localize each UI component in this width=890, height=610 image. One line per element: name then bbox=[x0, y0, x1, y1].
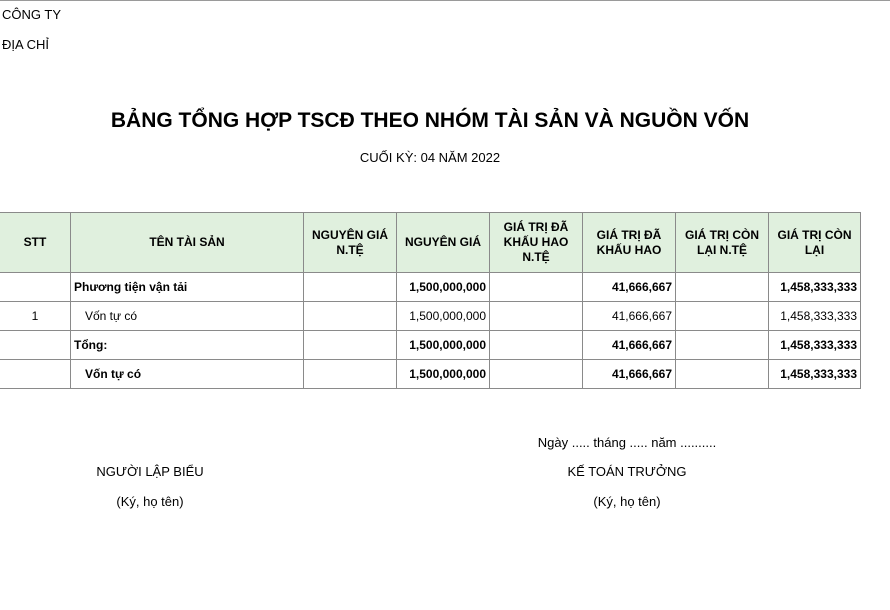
cell-asset-name: Vốn tự có bbox=[71, 302, 304, 331]
signature-date-line: Ngày ..... tháng ..... năm .......... bbox=[537, 435, 717, 450]
cell-stt: 1 bbox=[0, 302, 71, 331]
asset-summary-table bbox=[0, 212, 861, 389]
cell-depreciation: 41,666,667 bbox=[583, 302, 676, 331]
cell-original-cost-fc bbox=[304, 331, 397, 360]
col-header-remaining: GIÁ TRỊ CÒN LẠI bbox=[769, 213, 861, 273]
cell-remaining-fc bbox=[676, 273, 769, 302]
cell-asset-name: Tổng: bbox=[71, 331, 304, 360]
cell-original-cost: 1,500,000,000 bbox=[397, 273, 490, 302]
cell-depreciation-fc bbox=[490, 331, 583, 360]
cell-stt bbox=[0, 360, 71, 389]
cell-asset-name: Vốn tự có bbox=[71, 360, 304, 389]
cell-remaining: 1,458,333,333 bbox=[769, 360, 861, 389]
cell-original-cost-fc bbox=[304, 360, 397, 389]
col-header-depreciation: GIÁ TRỊ ĐÃ KHẤU HAO bbox=[583, 213, 676, 273]
cell-original-cost: 1,500,000,000 bbox=[397, 331, 490, 360]
table-row-total-source bbox=[0, 360, 861, 389]
cell-depreciation: 41,666,667 bbox=[583, 360, 676, 389]
cell-original-cost: 1,500,000,000 bbox=[397, 360, 490, 389]
col-header-original-cost: NGUYÊN GIÁ bbox=[397, 213, 490, 273]
cell-depreciation: 41,666,667 bbox=[583, 273, 676, 302]
table-header-row bbox=[0, 213, 861, 273]
col-header-asset-name: TÊN TÀI SẢN bbox=[71, 213, 304, 273]
cell-original-cost: 1,500,000,000 bbox=[397, 302, 490, 331]
report-title: BẢNG TỔNG HỢP TSCĐ THEO NHÓM TÀI SẢN VÀ NGUỒN VỐN bbox=[110, 109, 750, 132]
chief-accountant-note: (Ký, họ tên) bbox=[593, 494, 661, 509]
chief-accountant-title: KẾ TOÁN TRƯỞNG bbox=[567, 464, 687, 479]
cell-depreciation-fc bbox=[490, 360, 583, 389]
cell-stt bbox=[0, 273, 71, 302]
cell-remaining-fc bbox=[676, 302, 769, 331]
preparer-note: (Ký, họ tên) bbox=[116, 494, 184, 509]
company-label: CÔNG TY bbox=[2, 7, 61, 22]
cell-depreciation: 41,666,667 bbox=[583, 331, 676, 360]
table-row-total bbox=[0, 331, 861, 360]
cell-original-cost-fc bbox=[304, 273, 397, 302]
address-label: ĐỊA CHỈ bbox=[2, 37, 49, 52]
table-row-group bbox=[0, 273, 861, 302]
preparer-title: NGƯỜI LẬP BIỂU bbox=[96, 464, 204, 479]
cell-asset-name: Phương tiện vận tải bbox=[71, 273, 304, 302]
cell-stt bbox=[0, 331, 71, 360]
cell-depreciation-fc bbox=[490, 273, 583, 302]
col-header-remaining-fc: GIÁ TRỊ CÒN LẠI N.TỆ bbox=[676, 213, 769, 273]
cell-remaining: 1,458,333,333 bbox=[769, 302, 861, 331]
col-header-original-cost-fc: NGUYÊN GIÁ N.TỆ bbox=[304, 213, 397, 273]
cell-remaining: 1,458,333,333 bbox=[769, 331, 861, 360]
cell-remaining: 1,458,333,333 bbox=[769, 273, 861, 302]
col-header-stt: STT bbox=[0, 213, 71, 273]
cell-remaining-fc bbox=[676, 331, 769, 360]
cell-remaining-fc bbox=[676, 360, 769, 389]
cell-depreciation-fc bbox=[490, 302, 583, 331]
table-row bbox=[0, 302, 861, 331]
cell-original-cost-fc bbox=[304, 302, 397, 331]
report-period: CUỐI KỲ: 04 NĂM 2022 bbox=[359, 150, 501, 165]
col-header-depreciation-fc: GIÁ TRỊ ĐÃ KHẤU HAO N.TỆ bbox=[490, 213, 583, 273]
